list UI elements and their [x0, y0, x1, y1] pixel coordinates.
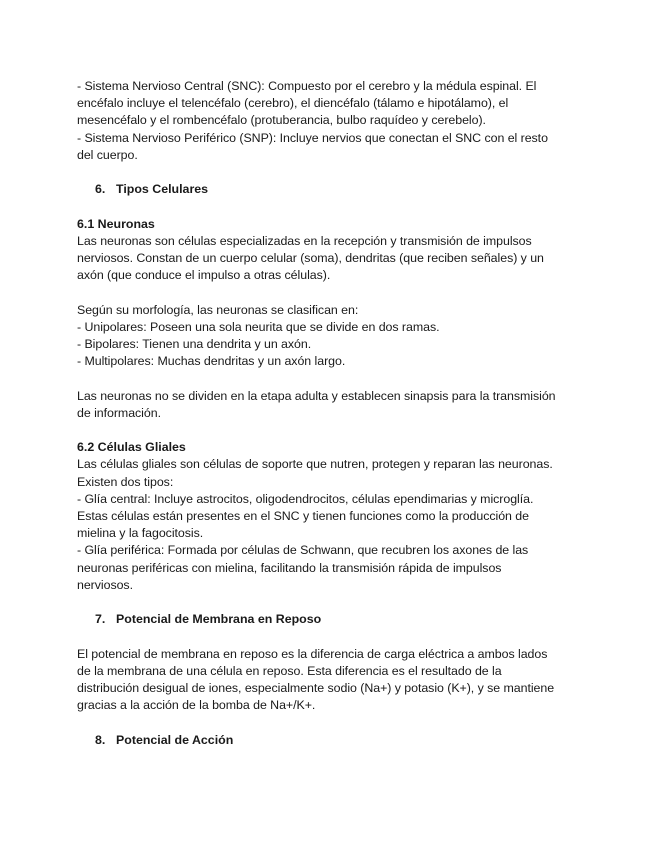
- text-line: El potencial de membrana en reposo es la diferencia de carga eléctrica a ambos lados: [77, 646, 548, 661]
- section-title: Potencial de Acción: [116, 732, 234, 747]
- text-line: - Glía central: Incluye astrocitos, oligodendrocitos, células ependimarias y microglía.: [77, 491, 534, 506]
- text-line: encéfalo incluye el telencéfalo (cerebro), el diencéfalo (tálamo e hipotálamo), el: [77, 96, 509, 111]
- text-line: distribución desigual de iones, especialmente sodio (Na+) y potasio (K+), y se mantiene: [77, 681, 555, 695]
- text-line: Las neuronas son células especializadas en la recepción y transmisión de impulsos: [77, 233, 532, 248]
- document-page: [77, 78, 592, 749]
- section-number: 8.: [95, 732, 106, 747]
- text-line: Existen dos tipos:: [77, 474, 174, 489]
- text-line: del cuerpo.: [77, 147, 138, 162]
- text-line: Las células gliales son células de soporte que nutren, protegen y reparan las neuronas.: [77, 457, 553, 472]
- list-item: - Multipolares: Muchas dendritas y un axón largo.: [77, 354, 346, 369]
- subsection-neuronas-heading: 6.1 Neuronas: [77, 216, 155, 231]
- text-line: nerviosos.: [77, 577, 133, 592]
- potencial-reposo-paragraph: [77, 646, 592, 715]
- snc-snp-paragraph: [77, 78, 592, 164]
- text-line: - Sistema Nervioso Central (SNC): Compuesto por el cerebro y la médula espinal. El: [77, 79, 537, 93]
- text-line: axón (que conduce el impulso a otras células).: [77, 268, 331, 283]
- list-item: - Bipolares: Tienen una dendrita y un axón.: [77, 337, 312, 351]
- text-line: nerviosos. Constan de un cuerpo celular (soma), dendritas (que reciben señales) y un: [77, 251, 544, 265]
- text-line: Las neuronas no se dividen en la etapa adulta y establecen sinapsis para la transmisión: [77, 388, 556, 403]
- text-line: Según su morfología, las neuronas se clasifican en:: [77, 302, 359, 317]
- section-6-heading: [77, 181, 592, 198]
- subsection-gliales-heading: 6.2 Células Gliales: [77, 440, 186, 455]
- section-7-heading: [77, 611, 592, 628]
- list-item: - Unipolares: Poseen una sola neurita que se divide en dos ramas.: [77, 319, 440, 334]
- neuronas-morfologia-list: [77, 302, 592, 371]
- text-line: mielina y la fagocitosis.: [77, 526, 204, 541]
- text-line: mesencéfalo y el rombencéfalo (protuberancia, bulbo raquídeo y cerebelo).: [77, 113, 486, 128]
- section-title: Tipos Celulares: [116, 182, 209, 197]
- text-line: Estas células están presentes en el SNC y tienen funciones como la producción de: [77, 509, 529, 523]
- text-line: de información.: [77, 405, 161, 420]
- section-8-heading: [77, 732, 592, 749]
- text-line: - Sistema Nervioso Periférico (SNP): Incluye nervios que conectan el SNC con el resto: [77, 130, 548, 145]
- gliales-paragraph: [77, 456, 592, 594]
- text-line: de la membrana de una célula en reposo. Esta diferencia es el resultado de la: [77, 663, 502, 678]
- text-line: neuronas periféricas con mielina, facilitando la transmisión rápida de impulsos: [77, 560, 502, 575]
- text-line: gracias a la acción de la bomba de Na+/K+.: [77, 698, 316, 713]
- text-line: - Glía periférica: Formada por células de Schwann, que recubren los axones de las: [77, 543, 529, 558]
- section-title: Potencial de Membrana en Reposo: [116, 612, 322, 627]
- neuronas-intro-paragraph: [77, 233, 592, 285]
- section-number: 7.: [95, 612, 106, 627]
- section-number: 6.: [95, 182, 106, 197]
- neuronas-sinapsis-paragraph: [77, 388, 592, 422]
